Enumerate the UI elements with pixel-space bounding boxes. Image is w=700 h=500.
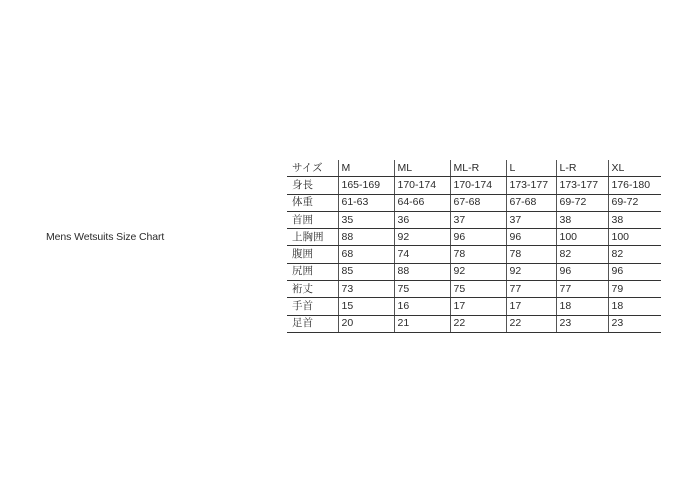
table-cell: 17: [506, 298, 556, 315]
table-cell: 78: [450, 246, 506, 263]
table-cell: 64-66: [394, 194, 450, 211]
table-cell: 165-169: [338, 177, 394, 194]
row-label: 腹囲: [287, 246, 338, 263]
table-cell: 77: [556, 281, 608, 298]
size-table: [287, 160, 661, 333]
row-label: 体重: [287, 194, 338, 211]
table-cell: 96: [608, 263, 661, 280]
table-cell: 170-174: [394, 177, 450, 194]
table-cell: 22: [506, 315, 556, 332]
table-cell: 18: [608, 298, 661, 315]
table-cell: 16: [394, 298, 450, 315]
table-cell: 96: [506, 229, 556, 246]
table-cell: 37: [506, 211, 556, 228]
header-cell: サイズ: [287, 160, 338, 177]
table-cell: 67-68: [450, 194, 506, 211]
chart-caption: Mens Wetsuits Size Chart: [46, 231, 165, 243]
table-cell: 92: [450, 263, 506, 280]
table-cell: 17: [450, 298, 506, 315]
header-cell: XL: [608, 160, 661, 177]
table-row: [287, 263, 661, 280]
table-cell: 67-68: [506, 194, 556, 211]
table-row: [287, 281, 661, 298]
table-cell: 78: [506, 246, 556, 263]
row-label: 上胸囲: [287, 229, 338, 246]
table-cell: 96: [556, 263, 608, 280]
row-label: 足首: [287, 315, 338, 332]
header-cell: L: [506, 160, 556, 177]
table-header-row: [287, 160, 661, 177]
table-cell: 22: [450, 315, 506, 332]
table-cell: 21: [394, 315, 450, 332]
table-cell: 37: [450, 211, 506, 228]
table-cell: 92: [394, 229, 450, 246]
table-cell: 68: [338, 246, 394, 263]
table-cell: 38: [556, 211, 608, 228]
row-label: 手首: [287, 298, 338, 315]
table-cell: 100: [608, 229, 661, 246]
table-cell: 170-174: [450, 177, 506, 194]
table-cell: 96: [450, 229, 506, 246]
table-row: [287, 315, 661, 332]
table-cell: 15: [338, 298, 394, 315]
table-cell: 173-177: [506, 177, 556, 194]
table-row: [287, 229, 661, 246]
table-row: [287, 177, 661, 194]
table-cell: 75: [394, 281, 450, 298]
row-label: 身長: [287, 177, 338, 194]
table-cell: 36: [394, 211, 450, 228]
header-cell: ML-R: [450, 160, 506, 177]
table-cell: 23: [556, 315, 608, 332]
table-cell: 82: [556, 246, 608, 263]
table-cell: 23: [608, 315, 661, 332]
table-cell: 173-177: [556, 177, 608, 194]
table-cell: 73: [338, 281, 394, 298]
table-cell: 176-180: [608, 177, 661, 194]
table-cell: 74: [394, 246, 450, 263]
table-cell: 85: [338, 263, 394, 280]
table-cell: 69-72: [556, 194, 608, 211]
header-cell: L-R: [556, 160, 608, 177]
table-row: [287, 194, 661, 211]
table-cell: 82: [608, 246, 661, 263]
row-label: 首囲: [287, 211, 338, 228]
table-cell: 88: [394, 263, 450, 280]
table-cell: 100: [556, 229, 608, 246]
table-row: [287, 211, 661, 228]
table-cell: 92: [506, 263, 556, 280]
table-cell: 88: [338, 229, 394, 246]
table-cell: 18: [556, 298, 608, 315]
table-cell: 35: [338, 211, 394, 228]
table-cell: 38: [608, 211, 661, 228]
header-cell: ML: [394, 160, 450, 177]
table-cell: 77: [506, 281, 556, 298]
table-cell: 79: [608, 281, 661, 298]
table-row: [287, 246, 661, 263]
table-cell: 20: [338, 315, 394, 332]
header-cell: M: [338, 160, 394, 177]
row-label: 裄丈: [287, 281, 338, 298]
table-row: [287, 298, 661, 315]
table-cell: 69-72: [608, 194, 661, 211]
row-label: 尻囲: [287, 263, 338, 280]
table-cell: 61-63: [338, 194, 394, 211]
table-cell: 75: [450, 281, 506, 298]
